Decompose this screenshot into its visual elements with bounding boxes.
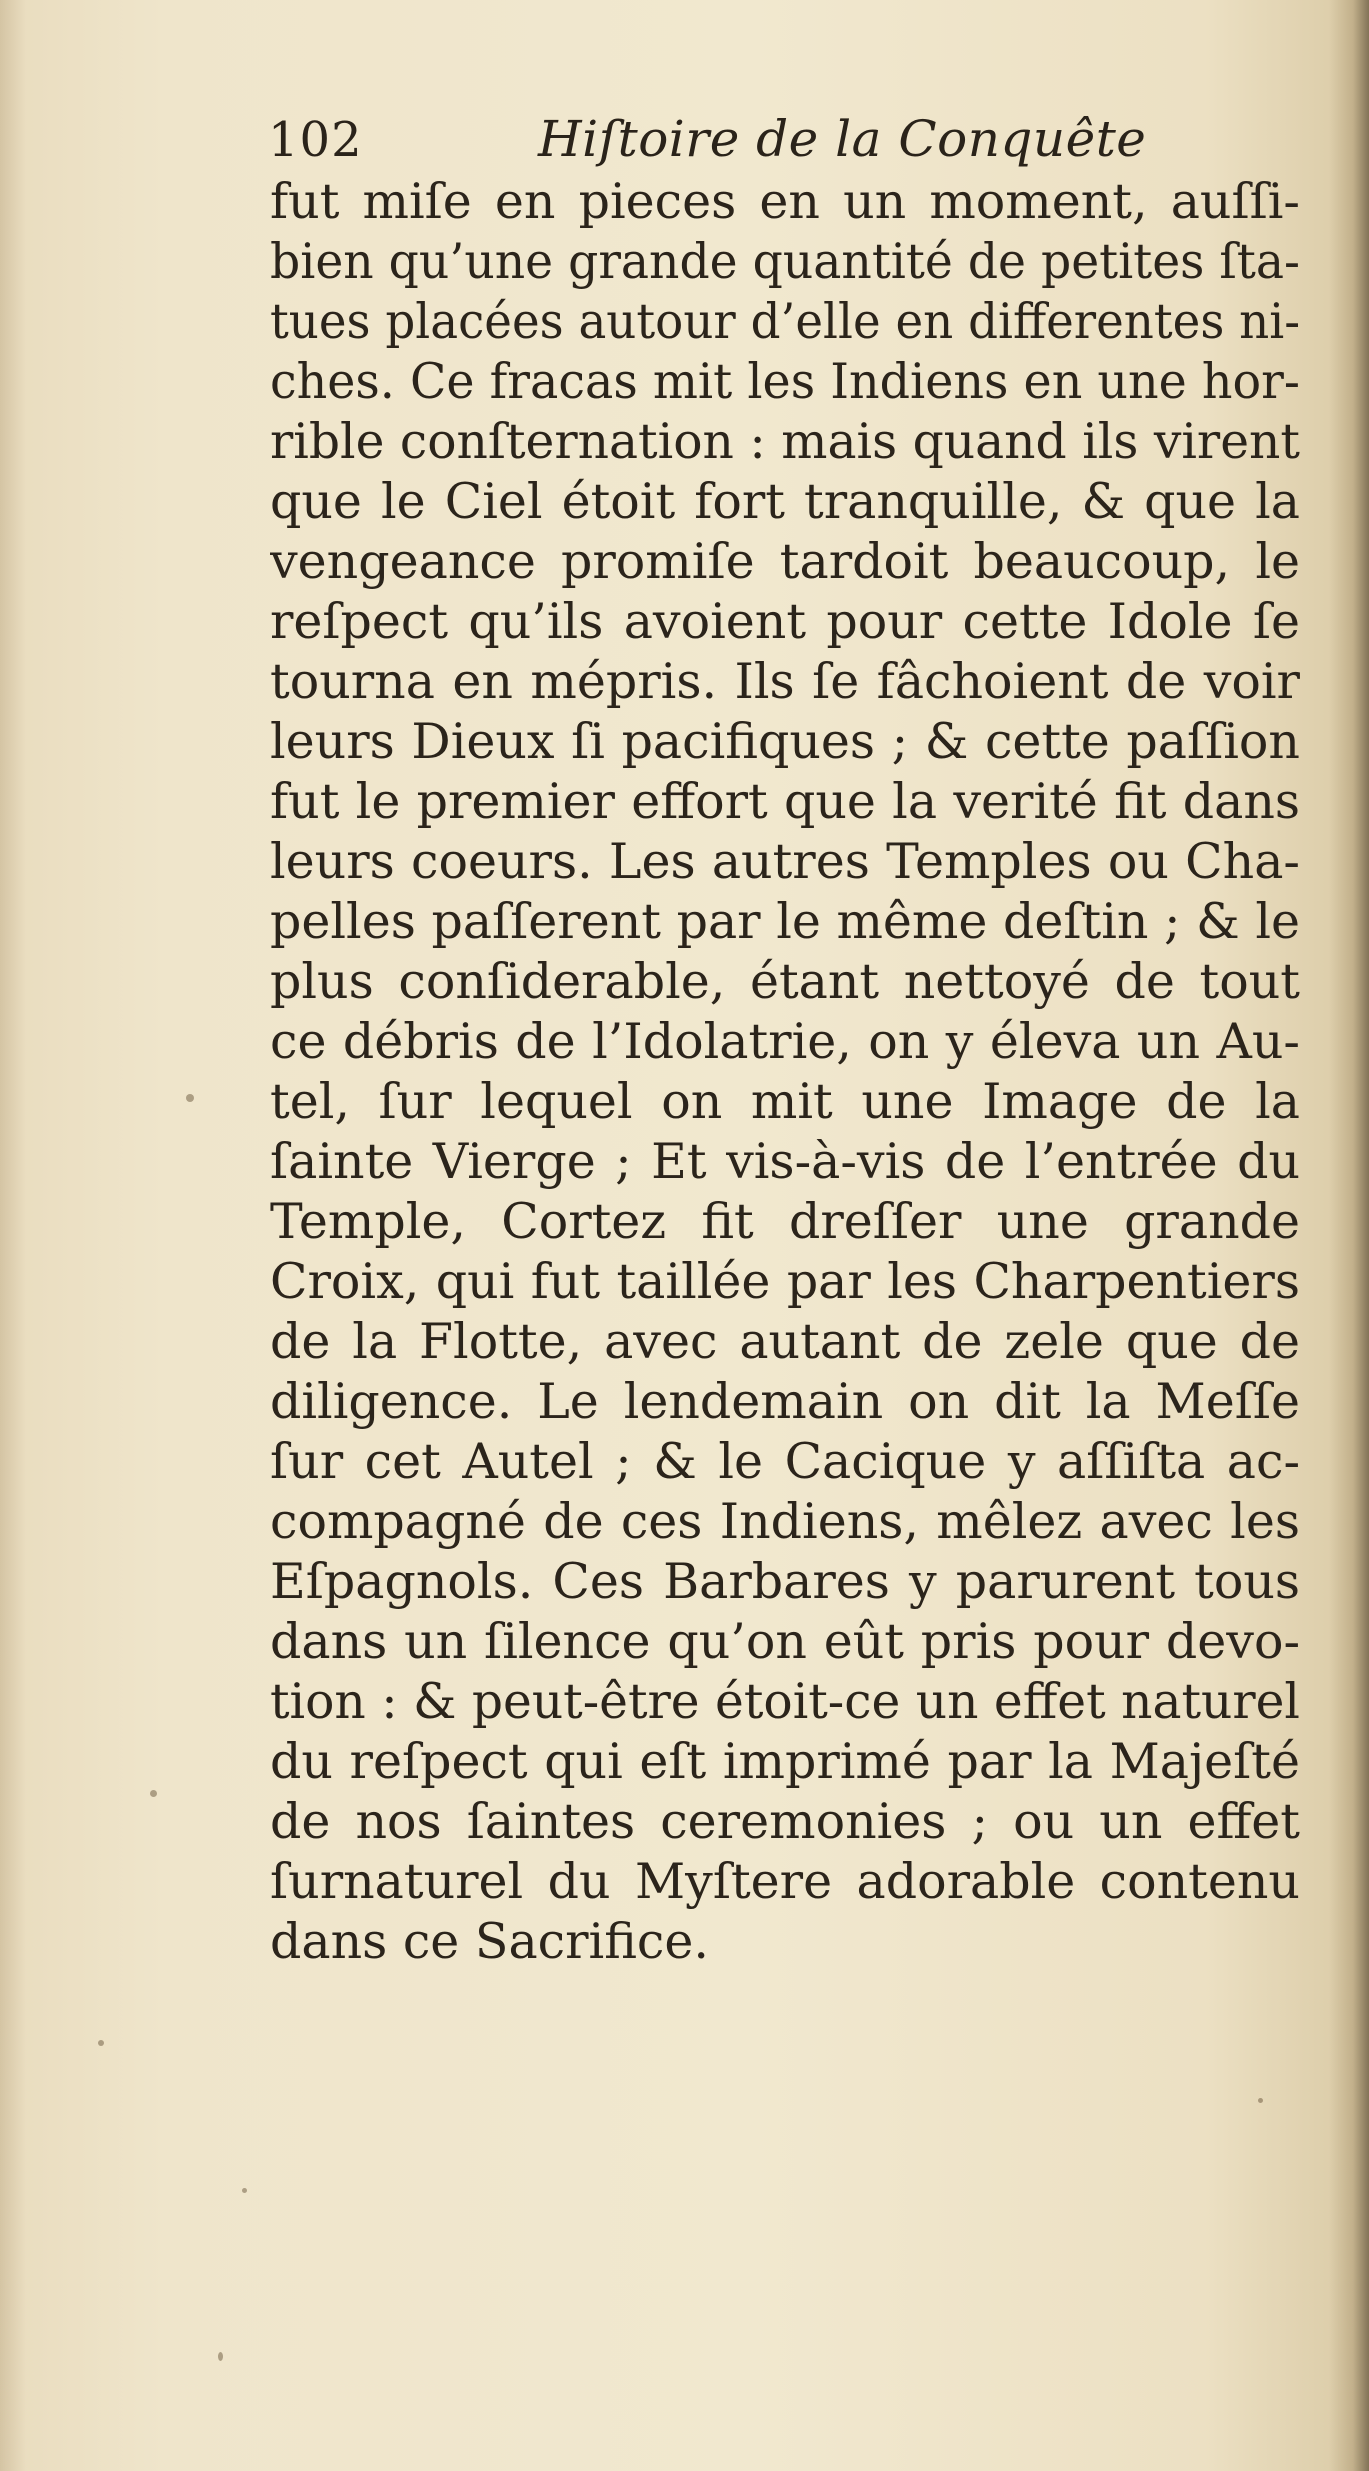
text-line: ſur cet Autel ; & le Cacique y aſſiſta ac-: [270, 1433, 1301, 1490]
body-text: [270, 172, 1360, 1972]
paper-speck: [186, 1094, 194, 1102]
text-line: diligence. Le lendemain on dit la Meſſe: [270, 1373, 1300, 1430]
paper-speck: [1258, 2098, 1263, 2103]
text-line: ce débris de l’Idolatrie, on y éleva un Au-: [270, 1013, 1300, 1070]
text-line: de nos ſaintes ceremonies ; ou un effet: [270, 1793, 1300, 1850]
running-title: Hiſtoire de la Conquête: [538, 110, 1147, 168]
text-line: du reſpect qui eſt imprimé par la Majeſté: [270, 1733, 1300, 1790]
text-line: tues placées autour d’elle en differentes ni-: [270, 293, 1301, 350]
text-line: leurs coeurs. Les autres Temples ou Cha-: [270, 833, 1300, 890]
text-line: fut le premier effort que la verité fit dans: [270, 773, 1301, 830]
text-line: tel, ſur lequel on mit une Image de la: [270, 1073, 1300, 1130]
text-line: de la Flotte, avec autant de zele que de: [270, 1313, 1301, 1370]
page-number: 102: [268, 112, 363, 168]
text-line: que le Ciel étoit fort tranquille, & que la: [270, 473, 1300, 530]
text-line: tourna en mépris. Ils ſe fâchoient de voir: [270, 653, 1300, 710]
text-line: tion : & peut-être étoit-ce un effet naturel: [270, 1673, 1300, 1730]
text-line: Croix, qui fut taillée par les Charpentiers: [270, 1253, 1300, 1310]
text-line: ches. Ce fracas mit les Indiens en une hor-: [270, 353, 1300, 410]
text-line: leurs Dieux ſi pacifiques ; & cette paſſion: [270, 713, 1300, 770]
text-line: ſurnaturel du Myſtere adorable contenu: [270, 1853, 1300, 1910]
page-left-edge: [0, 0, 26, 2471]
text-line: dans ce Sacrifice.: [270, 1913, 709, 1970]
text-line: compagné de ces Indiens, mêlez avec les: [270, 1493, 1300, 1550]
text-line: Temple, Cortez fit dreſſer une grande: [270, 1193, 1300, 1250]
paper-speck: [218, 2352, 223, 2361]
text-line: rible conſternation : mais quand ils virent: [270, 413, 1300, 470]
text-line: pelles paſſerent par le même deſtin ; & le: [270, 893, 1301, 950]
text-line: fut miſe en pieces en un moment, auſſi-: [270, 173, 1300, 230]
text-line: reſpect qu’ils avoient pour cette Idole ſe: [270, 593, 1301, 650]
text-line: plus conſiderable, étant nettoyé de tout: [270, 953, 1300, 1010]
text-line: ſainte Vierge ; Et vis-à-vis de l’entrée du: [270, 1133, 1301, 1190]
text-line: dans un ſilence qu’on eût pris pour devo-: [270, 1613, 1301, 1670]
text-line: Eſpagnols. Ces Barbares y parurent tous: [270, 1553, 1301, 1610]
text-line: bien qu’une grande quantité de petites ſta-: [270, 233, 1300, 290]
paper-speck: [98, 2040, 104, 2046]
text-line: vengeance promiſe tardoit beaucoup, le: [270, 533, 1301, 590]
paper-speck: [150, 1790, 157, 1797]
paper-speck: [242, 2188, 247, 2193]
